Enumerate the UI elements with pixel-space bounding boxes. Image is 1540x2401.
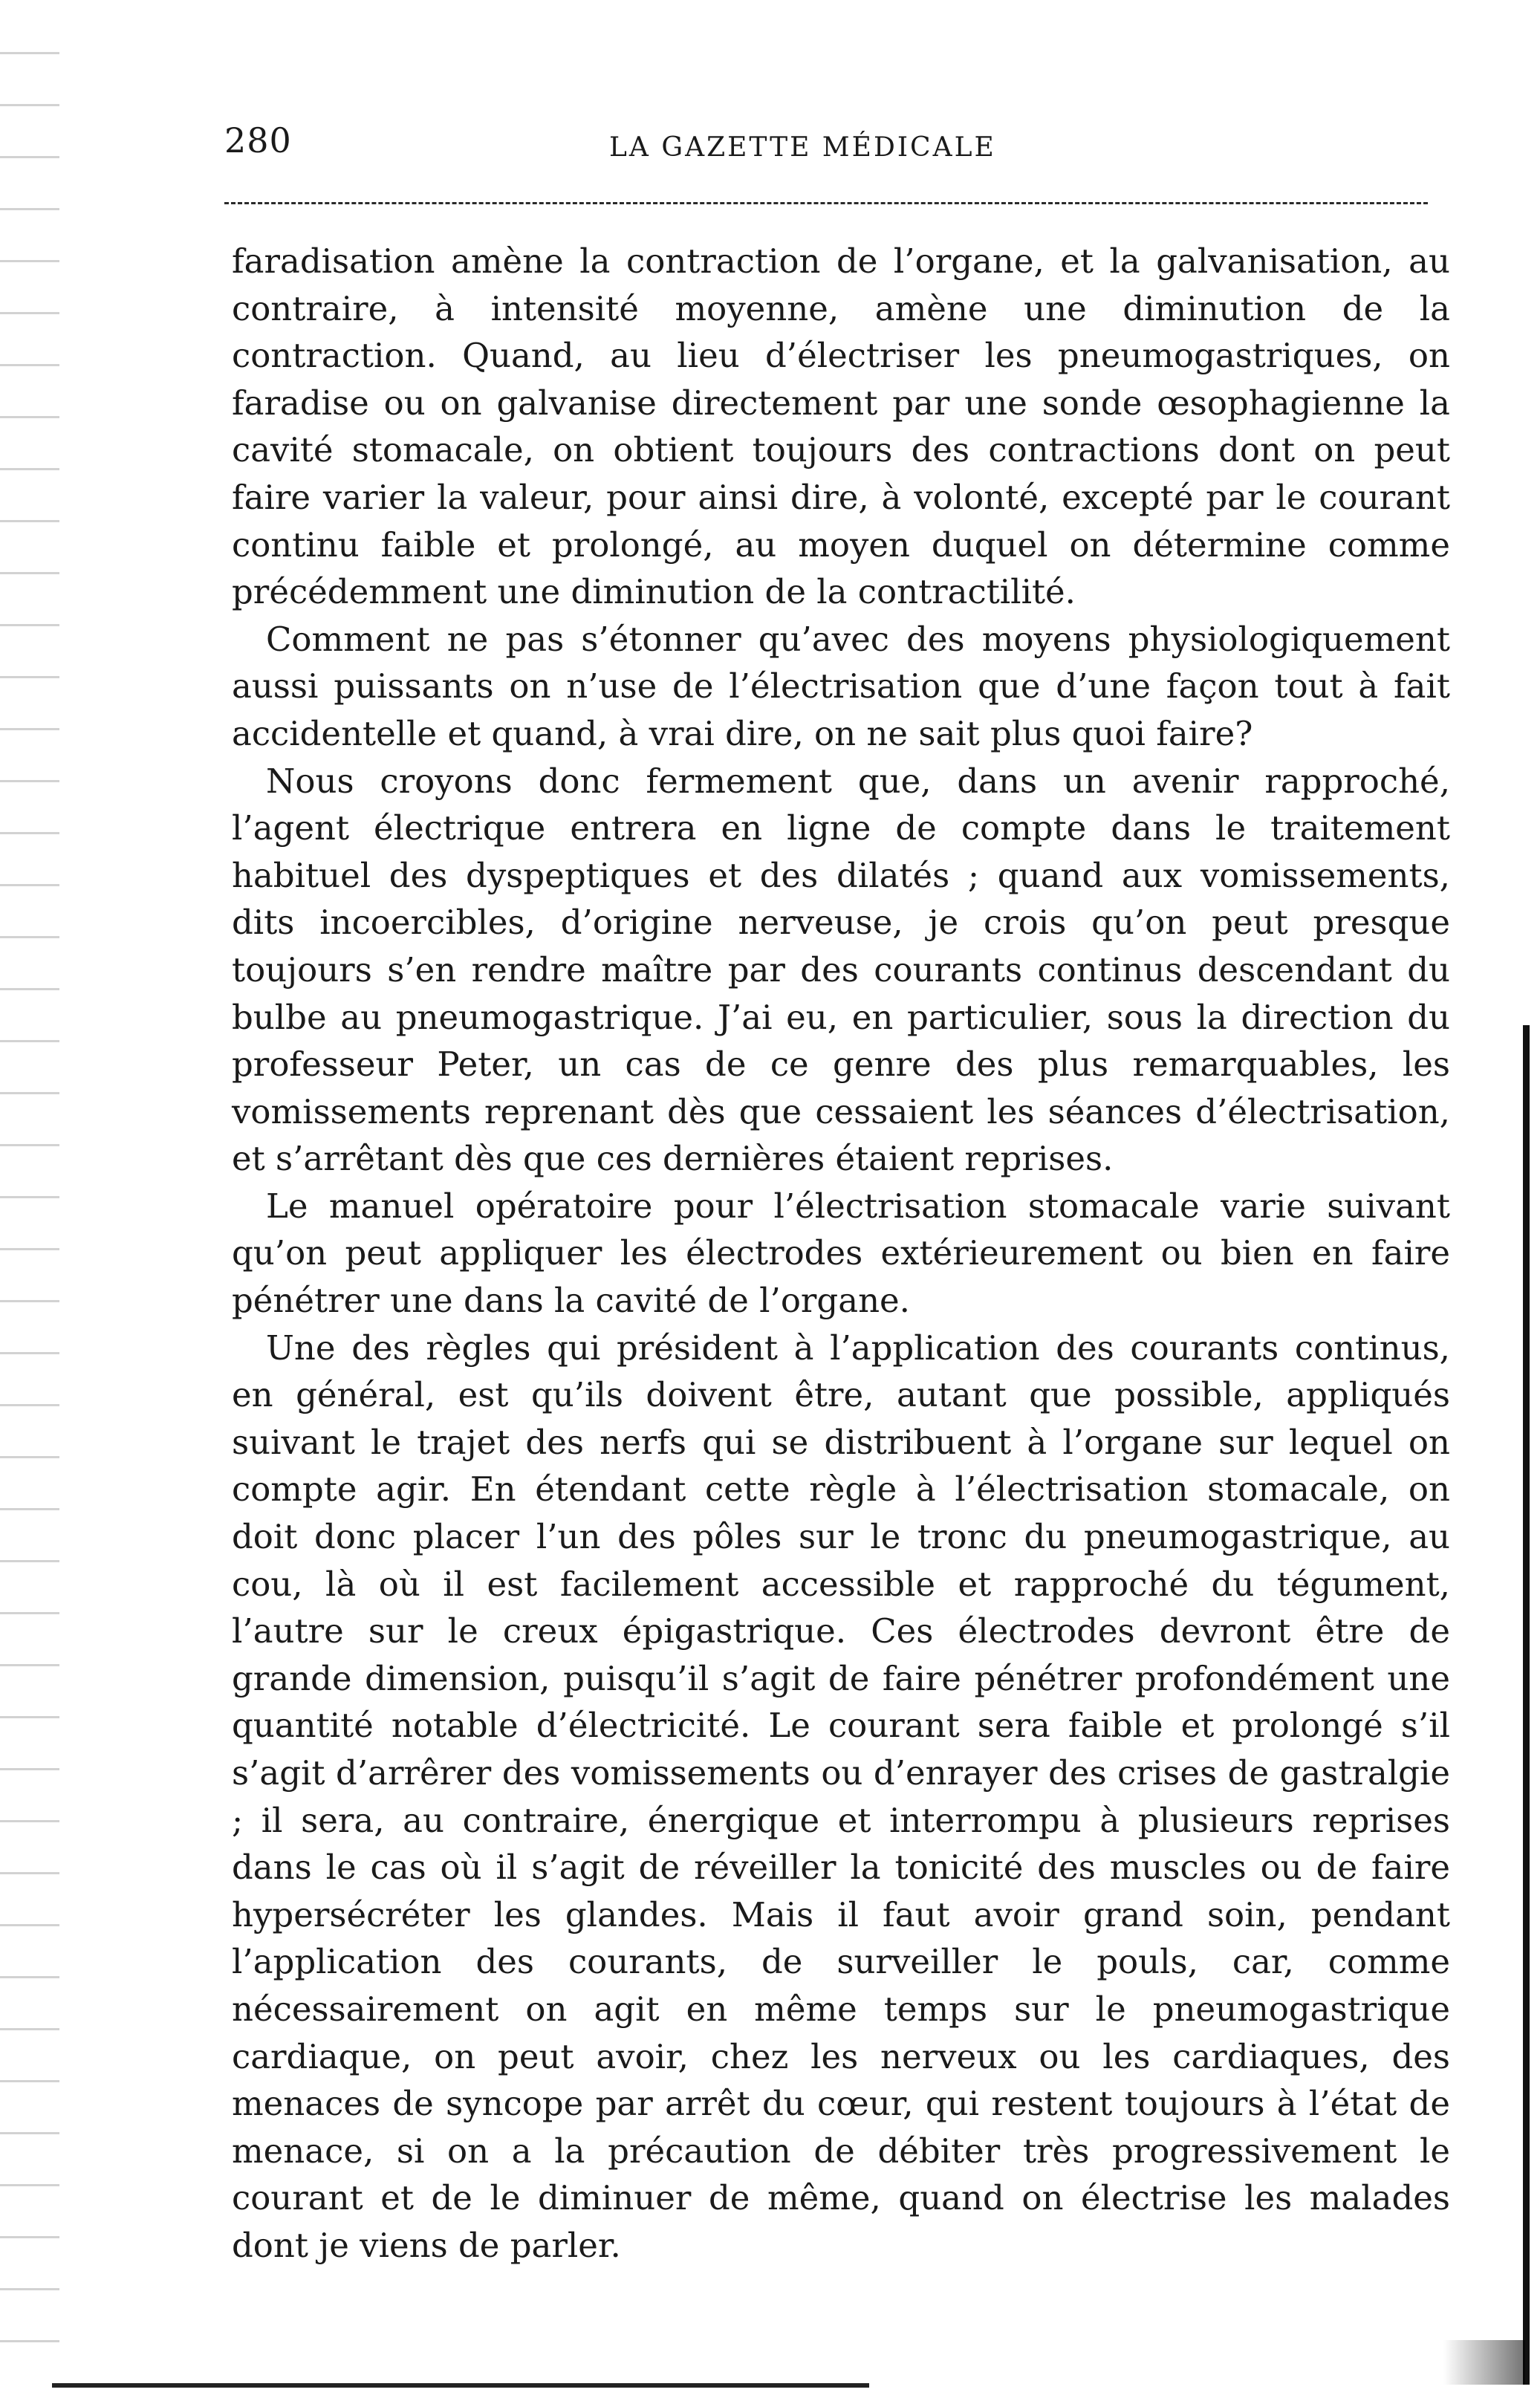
running-head: LA GAZETTE MÉDICALE bbox=[609, 132, 996, 163]
paragraph-1: faradisation amène la contraction de l’organe, et la galvanisation, au contraire, à intensité moyenne, amène une diminution de la contraction. Quand, au lieu d’électriser les pneumogastriques, on faradise ou on galvanise directement par une sonde œsophagienne la cavité stomacale, on obtient toujours des contractions dont on peut faire varier la valeur, pour ainsi dire, à volonté, excepté par le courant continu faible et prolongé, au moyen duquel on détermine comme précédemment une diminution de la contractilité. bbox=[232, 241, 1450, 612]
page-number: 280 bbox=[224, 120, 292, 160]
paragraph-4: Le manuel opératoire pour l’électrisation stomacale varie suivant qu’on peut appliquer les électrodes extérieurement ou bien en faire pénétrer une dans la cavité de l’organe. bbox=[232, 1186, 1450, 1321]
header-rule bbox=[224, 202, 1428, 204]
scan-corner-shadow bbox=[1443, 2340, 1525, 2385]
scan-bottom-edge bbox=[52, 2383, 869, 2388]
body-text bbox=[232, 238, 1450, 2270]
paragraph-5: Une des règles qui président à l’application des courants continus, en général, est qu’ils doivent être, autant que possible, appliqués suivant le trajet des nerfs qui se distribuent à l’organe sur lequel on compte agir. En étendant cette règle à l’électrisation stomacale, on doit donc placer l’un des pôles sur le tronc du pneumogastrique, au cou, là où il est facilement accessible et rapproché du tégument, l’autre sur le creux épigastrique. Ces électrodes devront être de grande dimension, puisqu’il s’agit de faire pénétrer profondément une quantité notable d’électricité. Le courant sera faible et prolongé s’il s’agit d’arrêrer des vomissements ou d’enrayer des crises de gastralgie ; il sera, au contraire, énergique et interrompu à plusieurs reprises dans le cas où il s’agit de réveiller la tonicité des muscles ou de faire hypersécréter les glandes. Mais il faut avoir grand soin, pendant l’application des courants, de surveiller le pouls, car, comme nécessairement on agit en même temps sur le pneumogastrique cardiaque, on peut avoir, chez les nerveux ou les cardiaques, des menaces de syncope par arrêt du cœur, qui restent toujours à l’état de menace, si on a la précaution de débiter très progressivement le courant et de le diminuer de même, quand on électrise les malades dont je viens de parler. bbox=[232, 1328, 1450, 2265]
paragraph-3: Nous croyons donc fermement que, dans un avenir rapproché, l’agent électrique entrera en ligne de compte dans le traitement habituel des dyspeptiques et des dilatés ; quand aux vomissements, dits incoercibles, d’origine nerveuse, je crois qu’on peut presque toujours s’en rendre maître par des courants continus descendant du bulbe au pneumogastrique. J’ai eu, en particulier, sous la direction du professeur Peter, un cas de ce genre des plus remarquables, les vomissements reprenant dès que cessaient les séances d’électrisation, et s’arrêtant dès que ces dernières étaient reprises. bbox=[232, 761, 1450, 1179]
scan-right-edge bbox=[1523, 1025, 1530, 2385]
scan-binding-margin bbox=[0, 30, 59, 2370]
paragraph-2: Comment ne pas s’étonner qu’avec des moyens physiologiquement aussi puissants on n’use de l’électrisation que d’une façon tout à fait accidentelle et quand, à vrai dire, on ne sait plus quoi faire? bbox=[232, 619, 1450, 753]
